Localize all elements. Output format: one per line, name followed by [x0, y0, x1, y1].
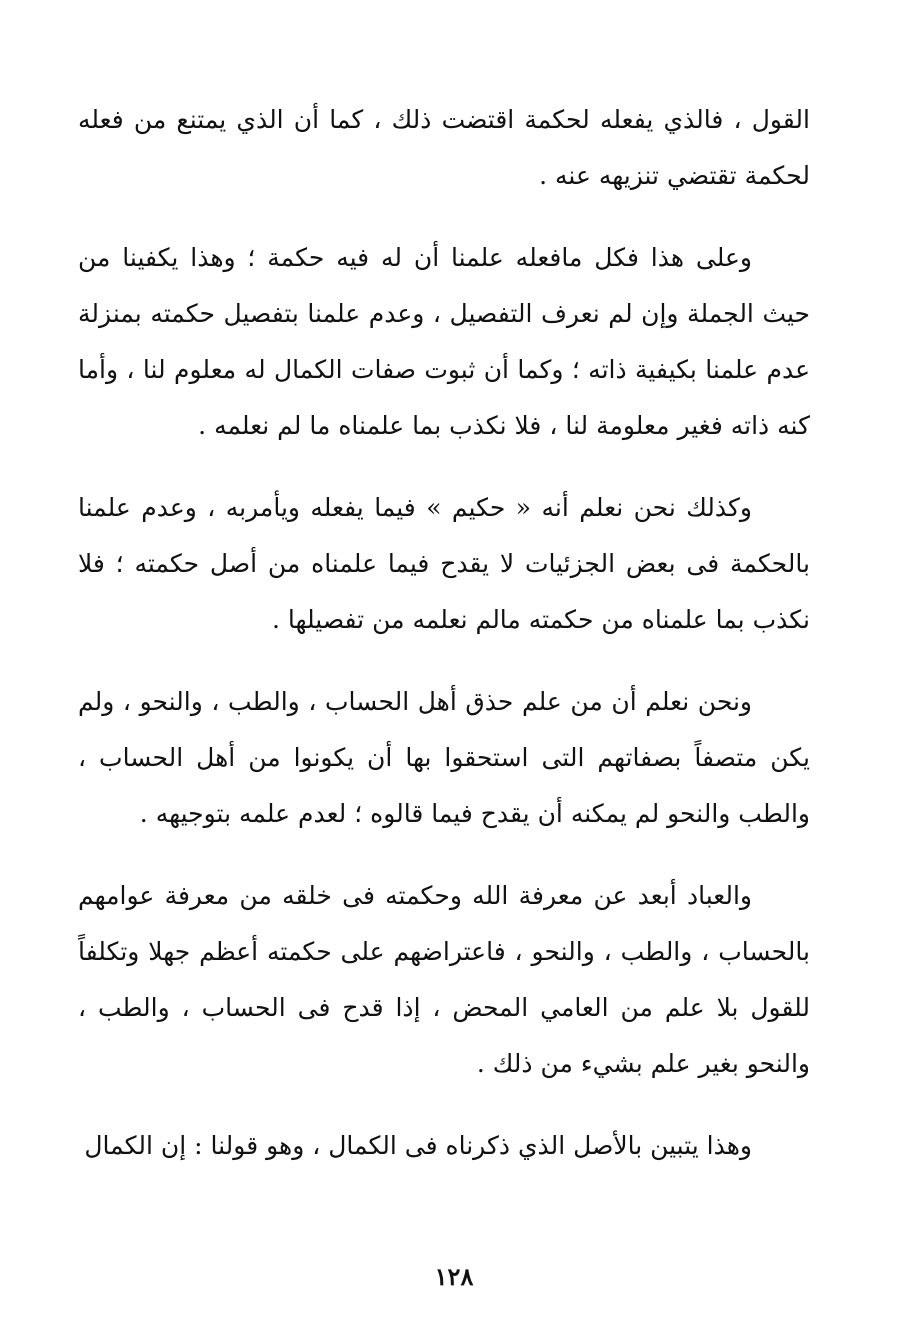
paragraph-6: وهذا يتبين بالأصل الذي ذكرناه فى الكمال ، وهو قولنا : إن الكمال — [84, 1131, 752, 1160]
page-number: ١٢٨ — [434, 1262, 474, 1291]
paragraph-1: القول ، فالذي يفعله لحكمة اقتضت ذلك ، كما أن الذي يمتنع من فعله لحكمة تقتضي تنزيهه عنه . — [78, 105, 810, 190]
paragraph-3: وكذلك نحن نعلم أنه « حكيم » فيما يفعله ويأمربه ، وعدم علمنا بالحكمة فى بعض الجزئيات لا يقدح فيما علمناه من أصل حكمته ؛ فلا نكذب بما علمناه من حكمته مالم نعلمه من تفصيلها . — [78, 493, 810, 634]
paragraph-5: والعباد أبعد عن معرفة الله وحكمته فى خلقه من معرفة عوامهم بالحساب ، والطب ، والنحو ، فاعتراضهم على حكمته أعظم جهلا وتكلفاً للقول بلا علم من العامي المحض ، إذا قدح فى الحساب ، والطب ، والنحو بغير علم بشيء من ذلك . — [78, 881, 810, 1078]
body-text — [78, 92, 810, 1200]
paragraph-4: ونحن نعلم أن من علم حذق أهل الحساب ، والطب ، والنحو ، ولم يكن متصفاً بصفاتهم التى استحقوا بها أن يكونوا من أهل الحساب ، والطب والنحو لم يمكنه أن يقدح فيما قالوه ؛ لعدم علمه بتوجيهه . — [78, 687, 810, 828]
paragraph-2: وعلى هذا فكل مافعله علمنا أن له فيه حكمة ؛ وهذا يكفينا من حيث الجملة وإن لم نعرف التفصيل ، وعدم علمنا بتفصيل حكمته بمنزلة عدم علمنا بكيفية ذاته ؛ وكما أن ثبوت صفات الكمال له معلوم لنا ، وأما كنه ذاته فغير معلومة لنا ، فلا نكذب بما علمناه ما لم نعلمه . — [78, 243, 810, 440]
